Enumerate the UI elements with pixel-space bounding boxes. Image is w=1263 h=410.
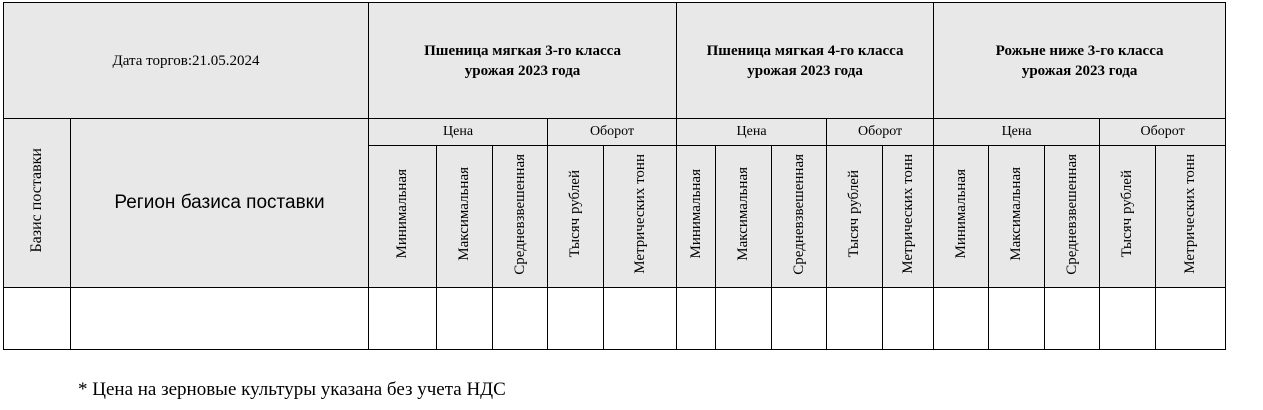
cell-min-1 xyxy=(369,288,437,350)
col-min-2-label: Минимальная xyxy=(687,169,704,259)
price-group-1: Цена xyxy=(369,119,548,146)
col-max-3-label: Максимальная xyxy=(1008,167,1025,261)
cell-max-1 xyxy=(437,288,493,350)
col-max-3 xyxy=(989,146,1045,288)
col-rub-1-label: Тысяч рублей xyxy=(567,170,584,258)
price-group-2: Цена xyxy=(677,119,827,146)
col-max-2-label: Максимальная xyxy=(735,167,752,261)
turnover-group-3: Оборот xyxy=(1100,119,1226,146)
cell-avg-1 xyxy=(493,288,548,350)
col-rub-3-label: Тысяч рублей xyxy=(1119,170,1136,258)
col-avg-3-label: Средневзвешенная xyxy=(1063,153,1080,275)
cell-rub-3 xyxy=(1100,288,1156,350)
crop-3-line1: Рожьне ниже 3-го класса xyxy=(995,42,1164,59)
col-avg-3 xyxy=(1045,146,1100,288)
table-row xyxy=(4,288,1226,350)
cell-tons-1 xyxy=(604,288,677,350)
cell-avg-3 xyxy=(1045,288,1100,350)
col-tons-2 xyxy=(883,146,934,288)
col-min-1-label: Минимальная xyxy=(394,169,411,259)
col-rub-1 xyxy=(548,146,604,288)
region-header xyxy=(71,119,369,288)
crop-3-line2: урожая 2023 года xyxy=(1021,62,1138,79)
trade-date-cell xyxy=(4,3,369,119)
cell-rub-1 xyxy=(548,288,604,350)
col-tons-1-label: Метрических тонн xyxy=(631,154,648,274)
cell-max-2 xyxy=(716,288,772,350)
crop-1-line2: урожая 2023 года xyxy=(464,62,581,79)
col-avg-2-label: Средневзвешенная xyxy=(790,153,807,275)
cell-min-2 xyxy=(677,288,716,350)
cell-avg-2 xyxy=(772,288,827,350)
grain-trading-table xyxy=(3,2,1226,350)
col-max-2 xyxy=(716,146,772,288)
crop-2-line2: урожая 2023 года xyxy=(747,62,863,79)
trade-date: Дата торгов:21.05.2024 xyxy=(112,52,260,69)
col-avg-1-label: Средневзвешенная xyxy=(511,153,528,275)
col-tons-1 xyxy=(604,146,677,288)
col-min-3 xyxy=(934,146,989,288)
crop-1-line1: Пшеница мягкая 3-го класса xyxy=(424,42,621,59)
turnover-group-2: Оборот xyxy=(827,119,934,146)
cell-tons-3 xyxy=(1156,288,1226,350)
col-max-1-label: Максимальная xyxy=(456,167,473,261)
crop-header-1 xyxy=(369,3,677,119)
cell-tons-2 xyxy=(883,288,934,350)
vat-footnote: * Цена на зерновые культуры указана без учета НДС xyxy=(78,379,506,400)
col-min-1 xyxy=(369,146,437,288)
col-rub-3 xyxy=(1100,146,1156,288)
cell-basis xyxy=(4,288,71,350)
col-tons-3-label: Метрических тонн xyxy=(1182,154,1199,274)
col-tons-2-label: Метрических тонн xyxy=(899,154,916,274)
cell-rub-2 xyxy=(827,288,883,350)
turnover-group-1: Оборот xyxy=(548,119,677,146)
region-label: Регион базиса поставки xyxy=(114,192,325,213)
col-rub-2-label: Тысяч рублей xyxy=(846,170,863,258)
cell-min-3 xyxy=(934,288,989,350)
crop-2-line1: Пшеница мягкая 4-го класса xyxy=(706,42,904,59)
basis-label: Базис поставки xyxy=(28,148,45,253)
basis-header xyxy=(4,119,71,288)
crop-header-2 xyxy=(677,3,934,119)
crop-header-3 xyxy=(934,3,1226,119)
col-rub-2 xyxy=(827,146,883,288)
col-min-2 xyxy=(677,146,716,288)
col-min-3-label: Минимальная xyxy=(952,169,969,259)
cell-max-3 xyxy=(989,288,1045,350)
col-avg-1 xyxy=(493,146,548,288)
cell-region xyxy=(71,288,369,350)
col-avg-2 xyxy=(772,146,827,288)
price-group-3: Цена xyxy=(934,119,1100,146)
col-max-1 xyxy=(437,146,493,288)
col-tons-3 xyxy=(1156,146,1226,288)
